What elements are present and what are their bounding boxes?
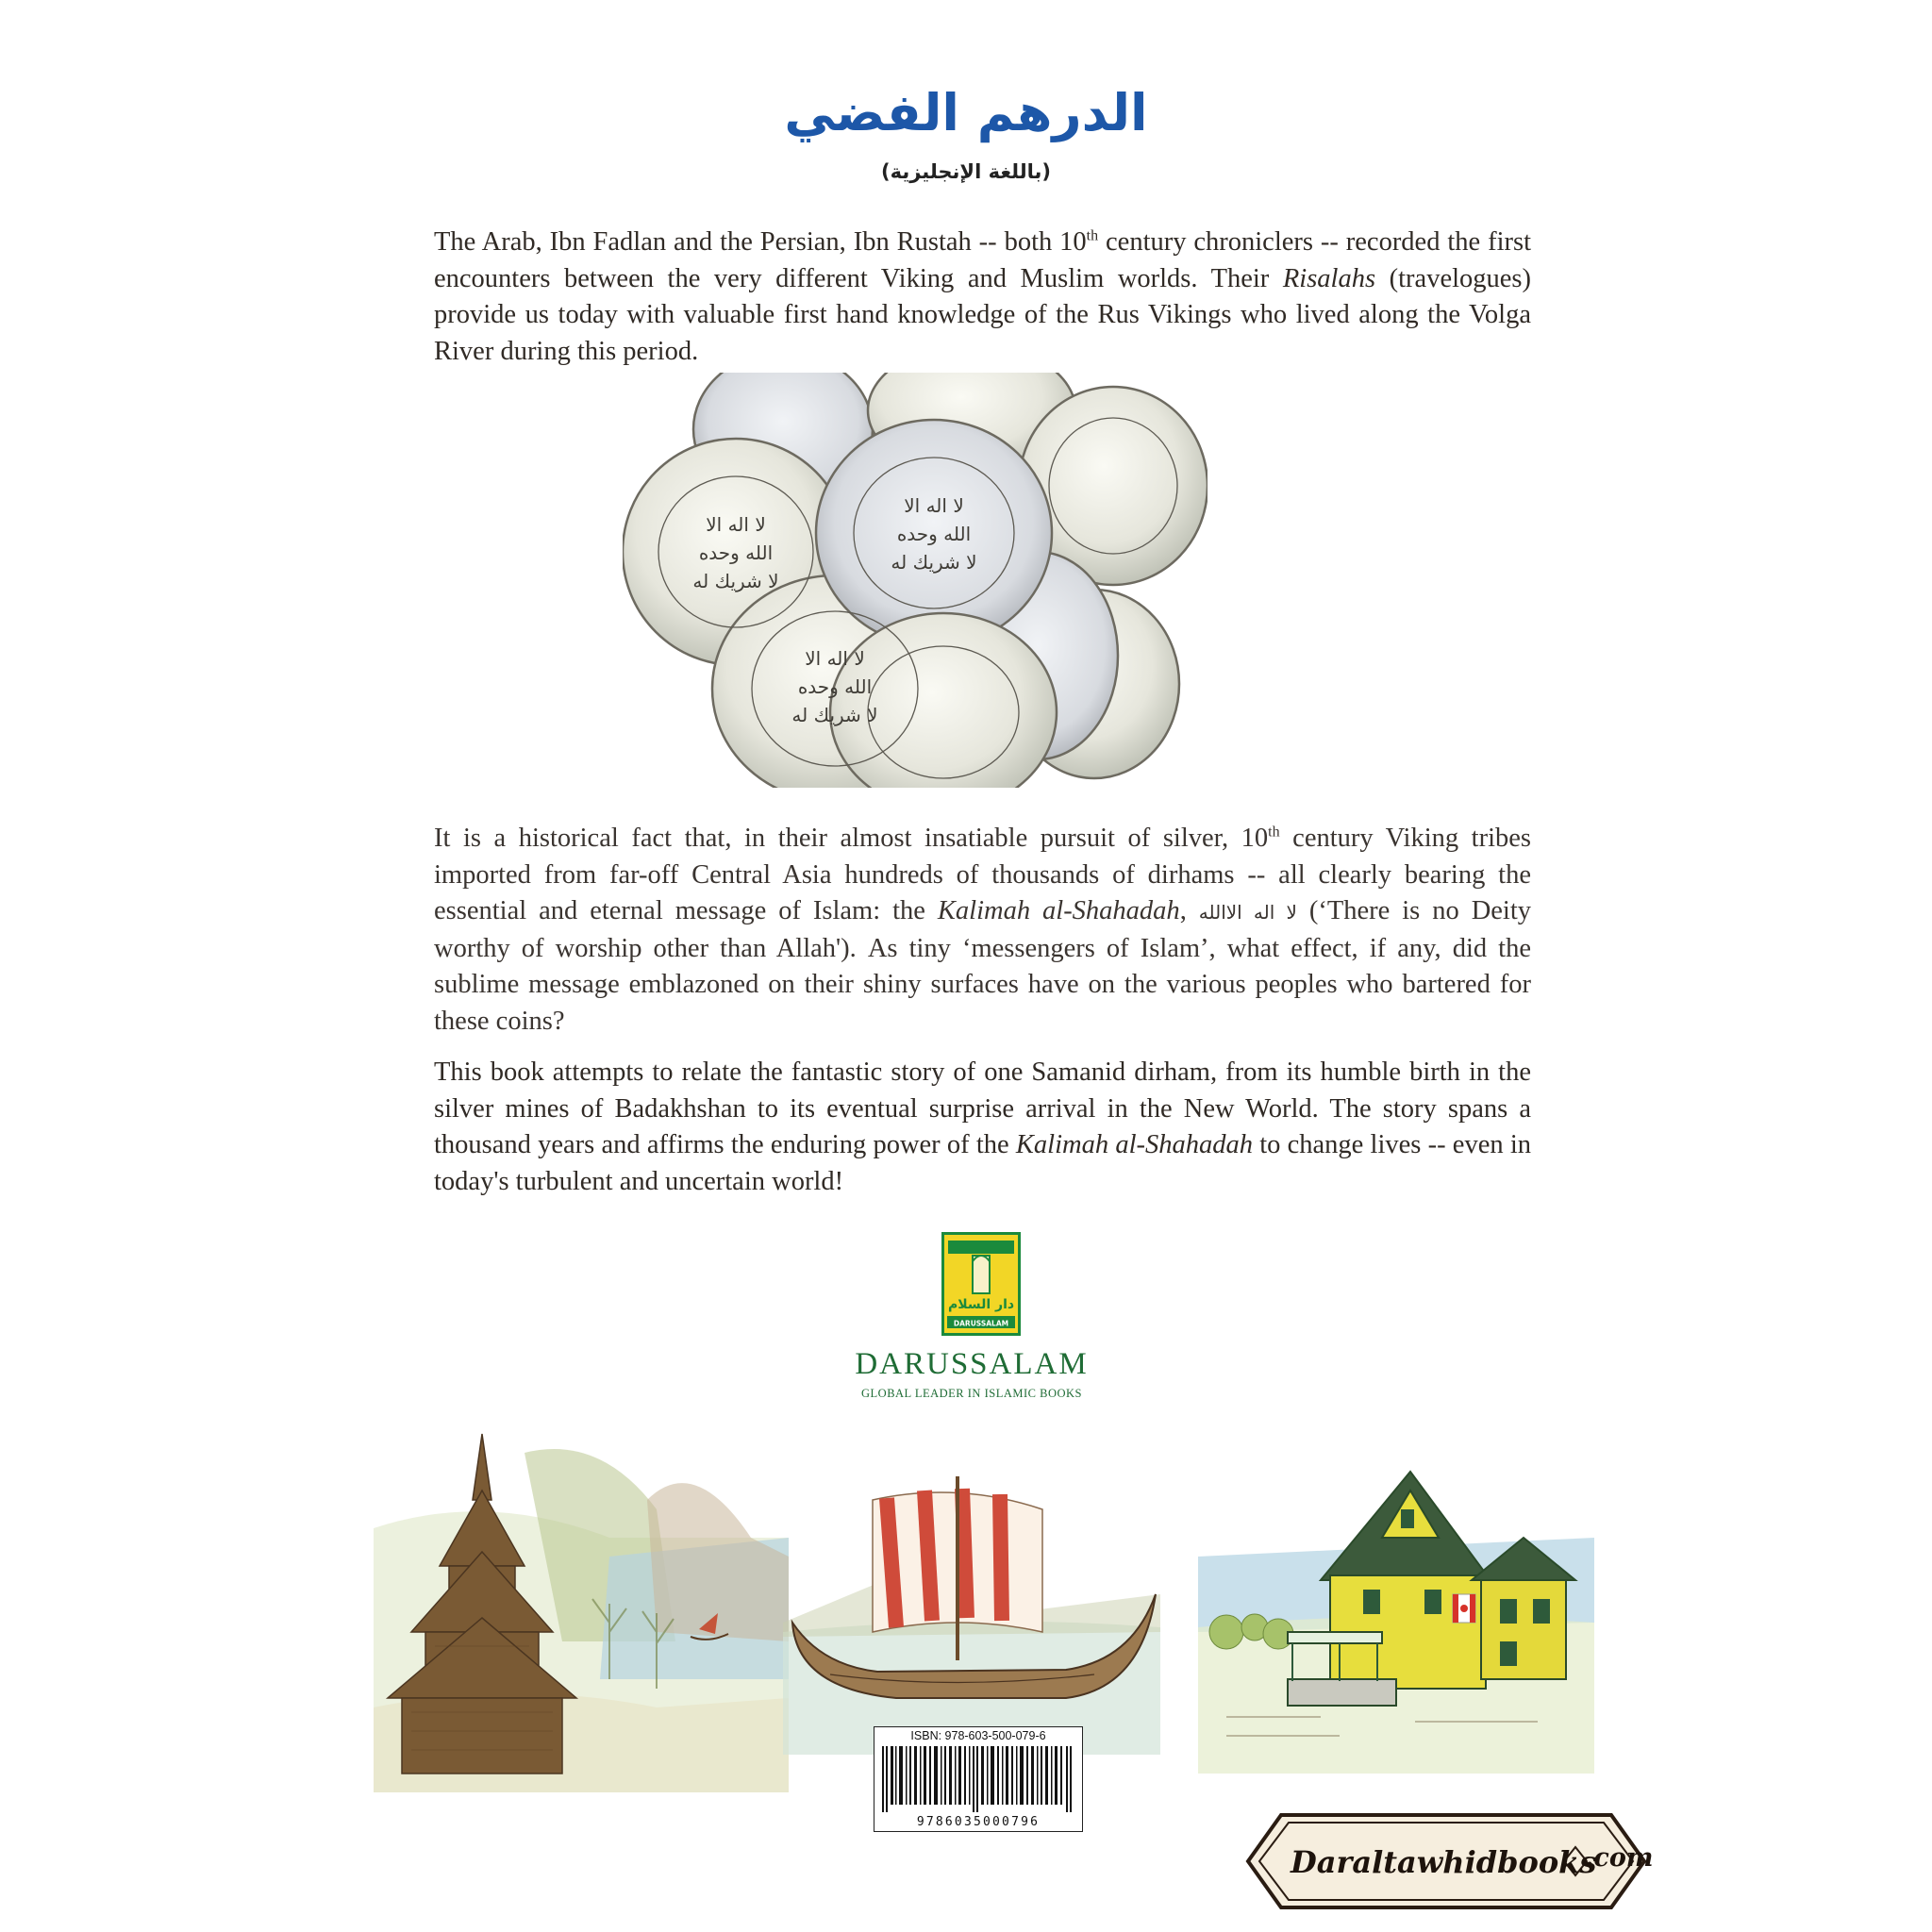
publisher-name: DARUSSALAM [855,1347,1089,1381]
svg-text:لا شريك له: لا شريك له [891,551,977,574]
dirham-coins-illustration [623,373,1208,788]
svg-text:الله وحده: الله وحده [698,541,774,564]
svg-text:لا اله الا: لا اله الا [706,513,766,536]
viking-longship-icon [783,1472,1160,1755]
history-paragraph: It is a historical fact that, in their almost insatiable pursuit of silver, 10th century Viking tribes imported from far-off Central Asia hundreds of thousands of dirhams -- all clearly bearing the essential and eternal message of Islam: the Kalimah al-Shahadah, لا اله الاالله (‘There is no Deity worthy of worship other than Allah'). As tiny ‘messengers of Islam’, what effect, if any, did the sublime message emblazoned on their shiny surfaces have on the various peoples who bartered for these coins? [434,824,1532,1036]
darussalam-logo [941,1232,1021,1336]
arabic-title: الدرهم الفضي [784,83,1148,142]
barcode-number: 9786035000796 [916,1815,1041,1829]
svg-text:DARUSSALAM: DARUSSALAM [953,1319,1009,1328]
svg-text:الله وحده: الله وحده [797,675,873,698]
stave-church-icon [374,1396,789,1792]
book-paragraph: This book attempts to relate the fantastic story of one Samanid dirham, from its humble birth in the silver mines of Badakhshan to its eventual surprise arrival in the New World. The story spans a thousand years and affirms the enduring power of the Kalimah al-Shahadah to change lives -- even in today's turbulent and uncertain world! [434,1058,1531,1196]
svg-text:لا شريك له: لا شريك له [692,570,779,592]
watermark-tld[interactable]: .com [1585,1843,1654,1873]
isbn-label: ISBN: 978-603-500-079-6 [910,1729,1046,1742]
canadian-house-icon [1198,1434,1594,1774]
svg-text:لا اله الا: لا اله الا [805,647,865,670]
isbn-barcode [874,1726,1083,1832]
barcode-bars [882,1746,1074,1812]
publisher-tagline: GLOBAL LEADER IN ISLAMIC BOOKS [861,1387,1082,1400]
svg-text:لا شريك له: لا شريك له [791,704,878,726]
svg-text:دار السلام: دار السلام [947,1297,1015,1312]
svg-text:لا اله الا: لا اله الا [904,494,964,517]
arabic-subtitle: (باللغة الإنجليزية) [880,160,1051,183]
watermark-site[interactable]: Daraltawhidbooks [1291,1844,1597,1880]
intro-paragraph: The Arab, Ibn Fadlan and the Persian, Ibn Rustah -- both 10th century chroniclers -- recorded the first encounters between the very different Viking and Muslim worlds. Their Risalahs (travelogues) provide us today with valuable first hand knowledge of the Rus Vikings who lived along the Volga River during this period. [434,227,1532,366]
svg-text:الله وحده: الله وحده [896,523,972,545]
